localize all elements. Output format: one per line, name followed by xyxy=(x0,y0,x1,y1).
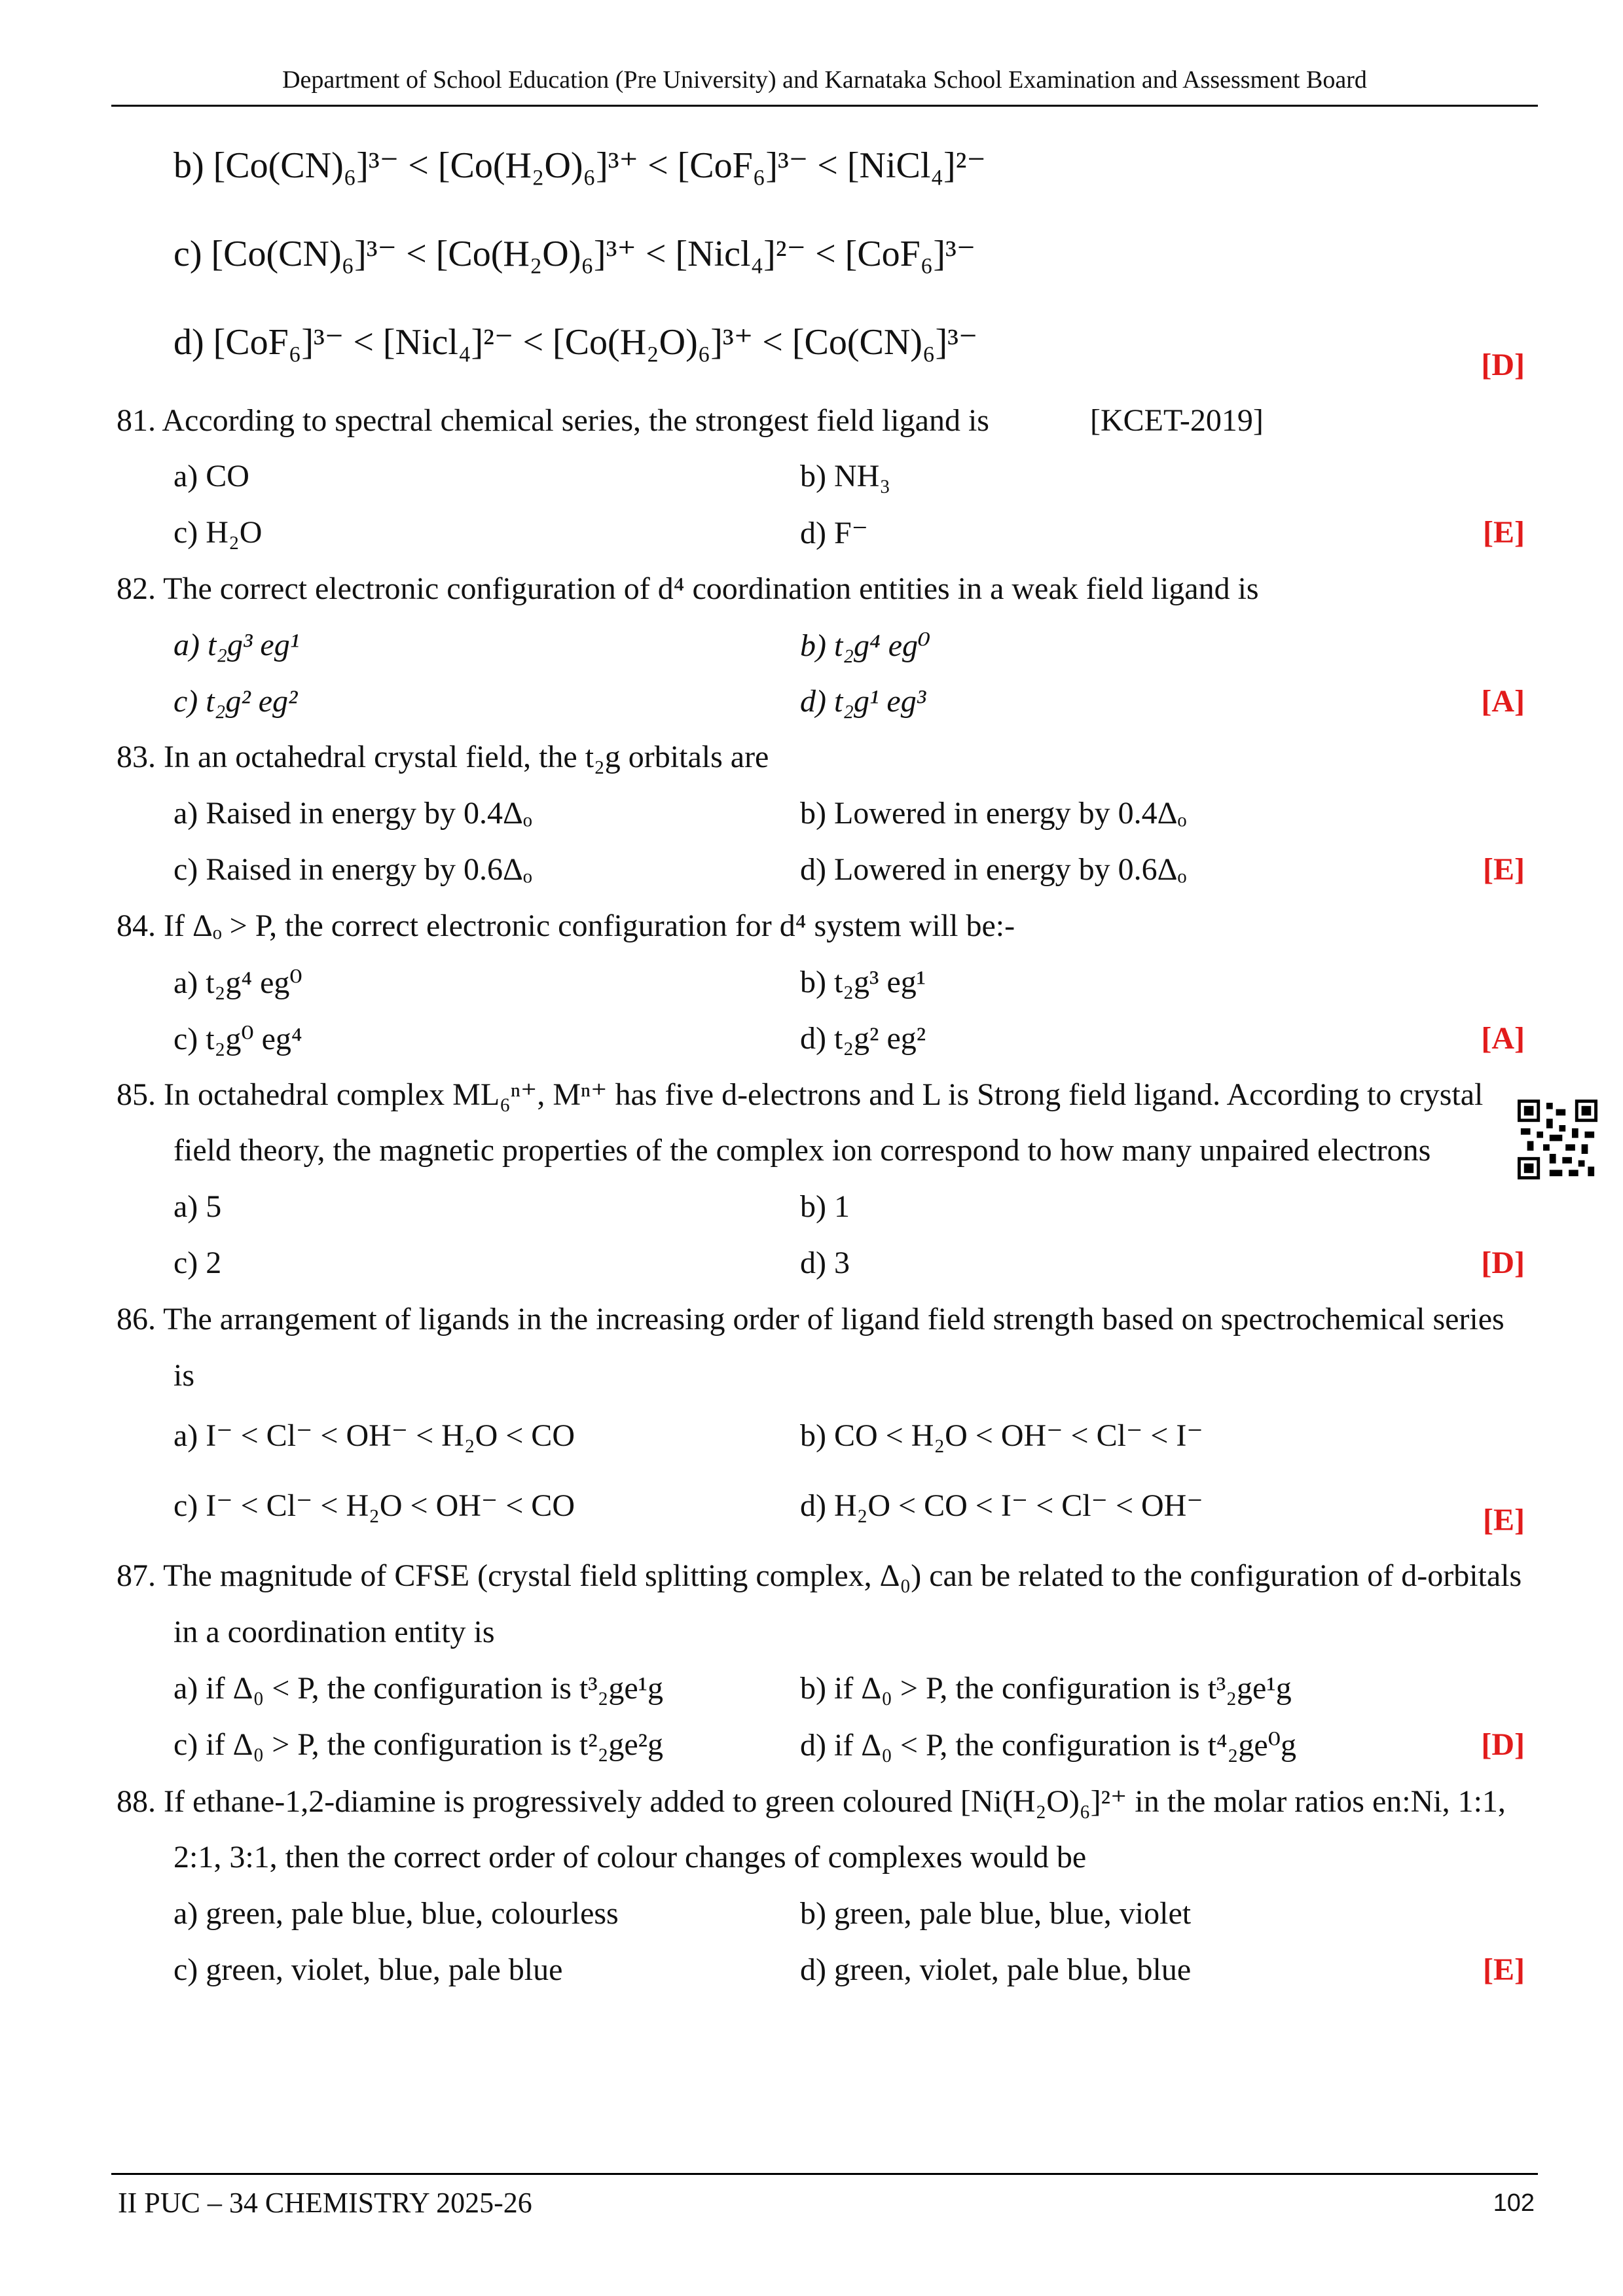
page-number: 102 xyxy=(1493,2189,1535,2217)
q85-option-d: d) 3 xyxy=(800,1246,850,1280)
q81-option-c: c) H₂O xyxy=(173,515,263,550)
q83-option-a: a) Raised in energy by 0.4Δₒ xyxy=(173,796,532,831)
q83-option-c: c) Raised in energy by 0.6Δₒ xyxy=(173,852,532,887)
q86-option-c: c) I⁻ < Cl⁻ < H₂O < OH⁻ < CO xyxy=(173,1488,575,1523)
q88-answer: [E] xyxy=(1483,1952,1525,1987)
q85-answer: [D] xyxy=(1481,1246,1525,1280)
q86-option-d: d) H₂O < CO < I⁻ < Cl⁻ < OH⁻ xyxy=(800,1488,1203,1523)
q81-tag: [KCET-2019] xyxy=(1090,403,1264,438)
page-header: Department of School Education (Pre University) and Karnataka School Examination and Assessment Board xyxy=(111,65,1538,107)
q88-option-c: c) green, violet, blue, pale blue xyxy=(173,1952,563,1987)
q86-option-b: b) CO < H₂O < OH⁻ < Cl⁻ < I⁻ xyxy=(800,1418,1203,1453)
q82-option-a: a) t₂g³ eg¹ xyxy=(173,628,300,662)
q83-answer: [E] xyxy=(1483,852,1525,887)
q88-option-b: b) green, pale blue, blue, violet xyxy=(800,1896,1192,1931)
q81-option-b: b) NH₃ xyxy=(800,459,891,493)
q87-option-b: b) if Δ₀ > P, the configuration is t³₂ge¹g xyxy=(800,1671,1292,1706)
q88-stem: 88. If ethane-1,2-diamine is progressively added to green coloured [Ni(H₂O)₆]²⁺ in the molar ratios en:Ni, 1:1, xyxy=(117,1784,1506,1819)
footer-course-title: II PUC – 34 CHEMISTRY 2025-26 xyxy=(118,2187,532,2219)
q86-stem-continued: is xyxy=(173,1358,195,1393)
q87-option-d: d) if Δ₀ < P, the configuration is t⁴₂ge⁰g xyxy=(800,1728,1296,1763)
q84-option-b: b) t₂g³ eg¹ xyxy=(800,965,926,999)
q87-stem: 87. The magnitude of CFSE (crystal field splitting complex, Δ₀) can be related to the configuration of d-orbitals xyxy=(117,1558,1522,1593)
q82-answer: [A] xyxy=(1481,684,1525,719)
qr-code-icon[interactable] xyxy=(1518,1100,1597,1179)
q84-stem: 84. If Δₒ > P, the correct electronic configuration for d⁴ system will be:- xyxy=(117,908,1015,943)
q84-answer: [A] xyxy=(1481,1021,1525,1056)
q86-option-a: a) I⁻ < Cl⁻ < OH⁻ < H₂O < CO xyxy=(173,1418,575,1453)
q81-answer: [E] xyxy=(1483,515,1525,550)
q81-stem: 81. According to spectral chemical series, the strongest field ligand is xyxy=(117,403,989,438)
q85-option-a: a) 5 xyxy=(173,1189,222,1224)
q87-option-a: a) if Δ₀ < P, the configuration is t³₂ge¹g xyxy=(173,1671,664,1706)
q88-stem-continued: 2:1, 3:1, then the correct order of colour changes of complexes would be xyxy=(173,1840,1087,1874)
q82-stem: 82. The correct electronic configuration of d⁴ coordination entities in a weak field ligand is xyxy=(117,571,1259,606)
q86-answer: [E] xyxy=(1483,1503,1525,1537)
q88-option-a: a) green, pale blue, blue, colourless xyxy=(173,1896,619,1931)
q86-stem: 86. The arrangement of ligands in the increasing order of ligand field strength based on spectrochemical series xyxy=(117,1302,1504,1336)
q87-stem-continued: in a coordination entity is xyxy=(173,1615,495,1649)
q84-option-c: c) t₂g⁰ eg⁴ xyxy=(173,1022,302,1056)
q88-option-d: d) green, violet, pale blue, blue xyxy=(800,1952,1192,1987)
q83-option-d: d) Lowered in energy by 0.6Δₒ xyxy=(800,852,1187,887)
q87-answer: [D] xyxy=(1481,1727,1525,1762)
q85-option-c: c) 2 xyxy=(173,1246,222,1280)
q80-option-c: c) [Co(CN)₆]³⁻ < [Co(H₂O)₆]³⁺ < [Nicl₄]²⁻ < [CoF₆]³⁻ xyxy=(173,234,976,274)
q84-option-d: d) t₂g² eg² xyxy=(800,1021,926,1056)
q82-option-c: c) t₂g² eg² xyxy=(173,684,298,719)
q80-option-b: b) [Co(CN)₆]³⁻ < [Co(H₂O)₆]³⁺ < [CoF₆]³⁻ < [NiCl₄]²⁻ xyxy=(173,145,986,186)
q81-option-d: d) F⁻ xyxy=(800,516,869,550)
q82-option-b: b) t₂g⁴ eg⁰ xyxy=(800,628,931,663)
q82-option-d: d) t₂g¹ eg³ xyxy=(800,684,926,719)
q81-option-a: a) CO xyxy=(173,459,249,493)
q85-option-b: b) 1 xyxy=(800,1189,850,1224)
q87-option-c: c) if Δ₀ > P, the configuration is t²₂ge²g xyxy=(173,1727,664,1762)
q85-stem-continued: field theory, the magnetic properties of the complex ion correspond to how many unpaired electrons xyxy=(173,1133,1431,1168)
q80-answer: [D] xyxy=(1481,348,1525,382)
q85-stem: 85. In octahedral complex ML₆ⁿ⁺, Mⁿ⁺ has five d-electrons and L is Strong field ligand. According to crystal xyxy=(117,1077,1484,1112)
q80-option-d: d) [CoF₆]³⁻ < [Nicl₄]²⁻ < [Co(H₂O)₆]³⁺ < [Co(CN)₆]³⁻ xyxy=(173,322,978,363)
q84-option-a: a) t₂g⁴ eg⁰ xyxy=(173,965,302,1000)
q83-stem: 83. In an octahedral crystal field, the t₂g orbitals are xyxy=(117,740,769,774)
footer-divider xyxy=(111,2173,1538,2175)
q83-option-b: b) Lowered in energy by 0.4Δₒ xyxy=(800,796,1187,831)
